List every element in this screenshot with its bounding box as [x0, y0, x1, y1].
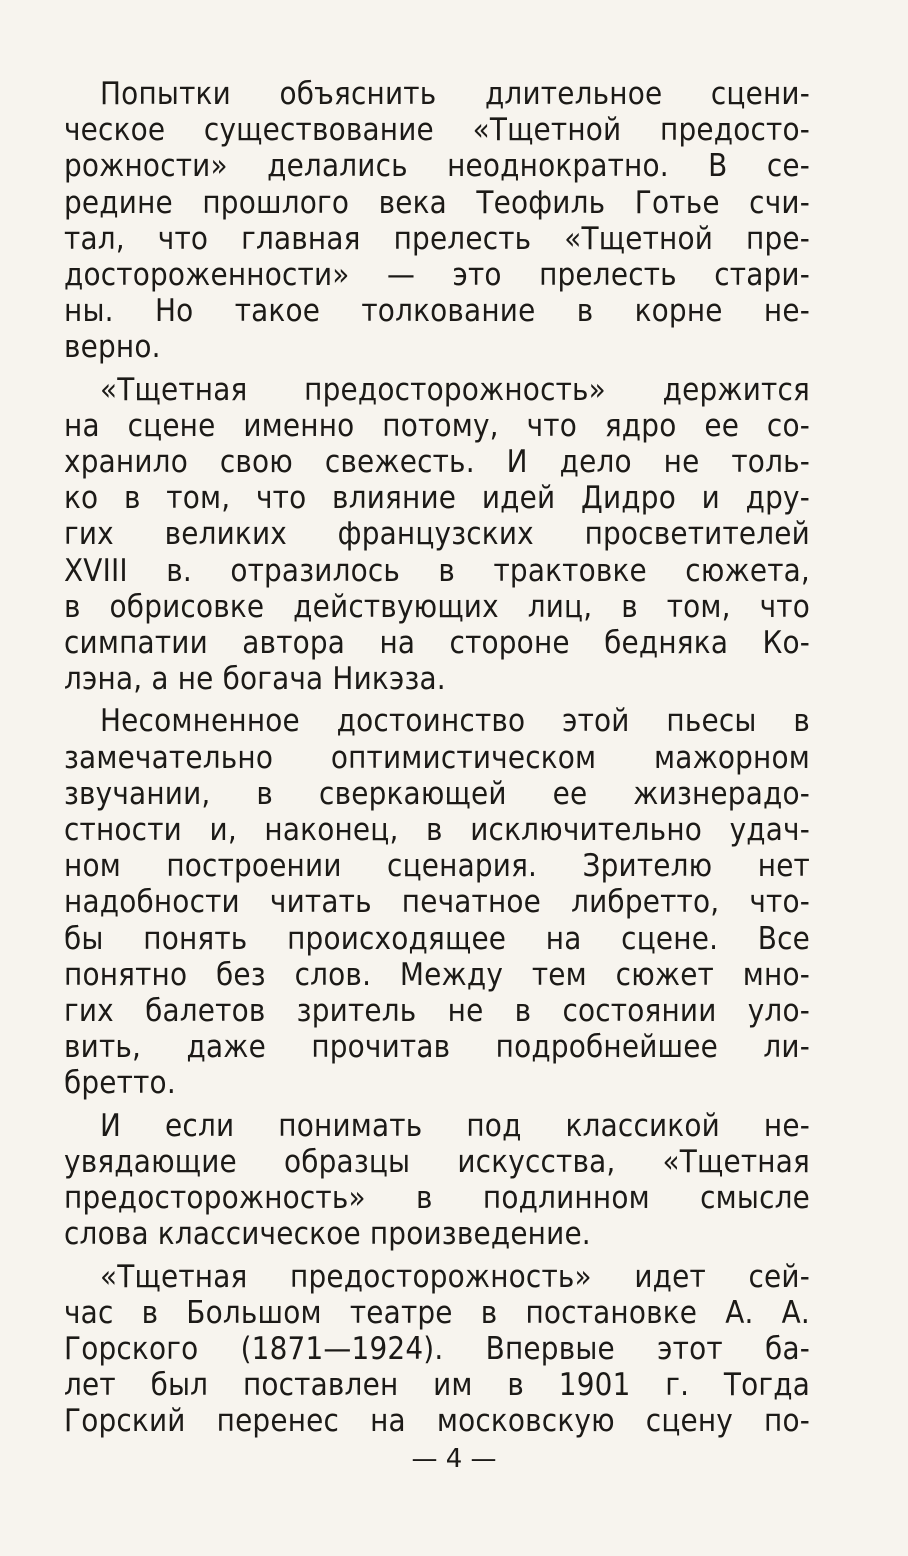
- text-line: «Тщетная предосторожность» идет сей-: [100, 1258, 810, 1295]
- text-line: гих балетов зритель не в состоянии уло-: [64, 993, 810, 1030]
- text-line: гих великих французских просветителей: [64, 516, 810, 553]
- text-line: бы понять происходящее на сцене. Все: [64, 920, 810, 957]
- text-line: «Тщетная предосторожность» держится: [100, 371, 810, 408]
- text-line: Горского (1871—1924). Впервые этот ба-: [64, 1330, 810, 1367]
- text-line: лэна, а не богача Никэза.: [64, 661, 446, 698]
- page-text: [64, 76, 810, 1446]
- text-line: XVIII в. отразилось в трактовке сюжета,: [64, 552, 810, 589]
- text-line: ном построении сценария. Зрителю нет: [64, 848, 810, 885]
- text-line: слова классическое произведение.: [64, 1216, 591, 1253]
- paragraph-2: [64, 372, 810, 698]
- paragraph-4: [64, 1108, 810, 1253]
- text-line: вить, даже прочитав подробнейшее ли-: [64, 1029, 810, 1066]
- text-line: симпатии автора на стороне бедняка Ко-: [64, 625, 810, 662]
- text-line: на сцене именно потому, что ядро ее со-: [64, 407, 810, 444]
- paragraph-1: [64, 76, 810, 366]
- text-line: Горский перенес на московскую сцену по-: [64, 1403, 810, 1440]
- text-line: верно.: [64, 329, 161, 366]
- text-line: хранило свою свежесть. И дело не толь-: [64, 444, 810, 481]
- text-line: надобности читать печатное либретто, что-: [64, 884, 810, 921]
- text-line: достороженности» — это прелесть стари-: [64, 257, 810, 294]
- paragraph-3: [64, 703, 810, 1101]
- text-line: бретто.: [64, 1065, 176, 1102]
- text-line: звучании, в сверкающей ее жизнерадо-: [64, 775, 810, 812]
- text-line: ны. Но такое толкование в корне не-: [64, 293, 810, 330]
- text-line: редине прошлого века Теофиль Готье счи-: [64, 184, 810, 221]
- text-line: стности и, наконец, в исключительно удач-: [64, 812, 810, 849]
- text-line: Попытки объяснить длительное сцени-: [100, 76, 810, 112]
- text-line: лет был поставлен им в 1901 г. Тогда: [64, 1367, 810, 1404]
- text-line: час в Большом театре в постановке А. А.: [64, 1294, 810, 1331]
- text-line: понятно без слов. Между тем сюжет мно-: [64, 956, 810, 993]
- text-line: замечательно оптимистическом мажорном: [64, 739, 810, 776]
- text-line: ческое существование «Тщетной предосто-: [64, 112, 810, 149]
- text-line: тал, что главная прелесть «Тщетной пре-: [64, 220, 810, 257]
- text-line: рожности» делались неоднократно. В се-: [64, 148, 810, 185]
- text-line: ко в том, что влияние идей Дидро и дру-: [64, 480, 810, 517]
- paragraph-5: [64, 1259, 810, 1440]
- text-line: увядающие образцы искусства, «Тщетная: [64, 1143, 810, 1180]
- page-number: — 4 —: [411, 1444, 497, 1474]
- text-line: в обрисовке действующих лиц, в том, что: [64, 588, 810, 625]
- text-line: Несомненное достоинство этой пьесы в: [100, 703, 810, 740]
- text-line: И если понимать под классикой не-: [100, 1107, 810, 1144]
- text-line: предосторожность» в подлинном смысле: [64, 1180, 810, 1217]
